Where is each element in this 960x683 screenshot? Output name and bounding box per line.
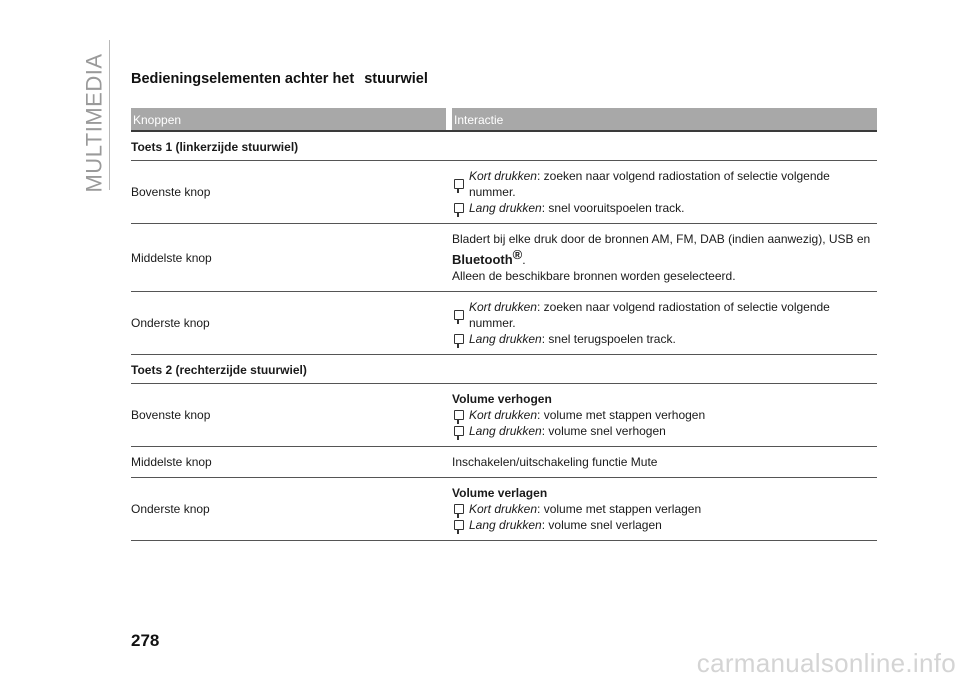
hand-press-icon (454, 410, 464, 420)
page-title-part2: stuurwiel (364, 71, 428, 87)
interaction-title: Volume verlagen (452, 486, 548, 500)
press-description: : volume met stappen verlagen (537, 502, 702, 516)
hand-press-icon (454, 179, 464, 189)
section-heading: Toets 1 (linkerzijde stuurwiel) (131, 132, 877, 161)
press-description: : volume snel verhogen (541, 424, 666, 438)
press-type: Lang drukken (469, 201, 542, 215)
hand-press-icon (454, 504, 464, 514)
table-row (131, 478, 877, 541)
button-cell: Bovenste knop (131, 185, 211, 199)
hand-press-icon (454, 334, 464, 344)
table-row (131, 292, 877, 355)
table-row (131, 447, 877, 478)
interaction-cell (452, 447, 877, 477)
section-side-label (82, 53, 108, 193)
interaction-line (452, 501, 877, 517)
button-cell: Onderste knop (131, 502, 210, 516)
bluetooth-label: Bluetooth (452, 252, 513, 267)
interaction-title: Volume verhogen (452, 392, 552, 406)
table-header (131, 108, 877, 130)
interaction-text: Inschakelen/uitschakeling functie Mute (452, 455, 658, 469)
page-title-part1: Bedieningselementen achter het (131, 71, 355, 87)
press-type: Kort drukken (468, 300, 537, 314)
button-cell: Bovenste knop (131, 408, 211, 422)
interaction-line (452, 407, 877, 423)
header-interaction: Interactie (452, 108, 877, 130)
interaction-bluetooth-line (452, 247, 877, 268)
press-description: : zoeken naar volgend radiostation of selectie volgende nummer. (468, 300, 830, 330)
interaction-line (452, 331, 877, 347)
press-description: : snel vooruitspoelen track. (541, 201, 685, 215)
hand-press-icon (454, 310, 464, 320)
controls-table (131, 108, 877, 541)
section-heading: Toets 2 (rechterzijde stuurwiel) (131, 355, 877, 384)
table-row (131, 161, 877, 224)
press-type: Lang drukken (469, 518, 542, 532)
registered-mark: ® (512, 247, 523, 262)
interaction-cell (452, 224, 877, 291)
press-description: : volume met stappen verhogen (537, 408, 706, 422)
table-row (131, 224, 877, 292)
side-divider (109, 40, 110, 190)
press-type: Kort drukken (468, 169, 537, 183)
press-description: : snel terugspoelen track. (541, 332, 676, 346)
table-row (131, 384, 877, 447)
button-cell: Middelste knop (131, 455, 212, 469)
interaction-text: Alleen de beschikbare bronnen worden geselecteerd. (452, 269, 736, 283)
section-side-label-text: MULTIMEDIA (82, 53, 108, 193)
period: . (522, 253, 526, 267)
interaction-line (452, 299, 877, 331)
interaction-line (452, 200, 877, 216)
interaction-line (452, 517, 877, 533)
press-description: : volume snel verlagen (541, 518, 662, 532)
press-type: Lang drukken (469, 424, 542, 438)
press-description: : zoeken naar volgend radiostation of selectie volgende nummer. (468, 169, 830, 199)
page-number: 278 (131, 631, 160, 650)
interaction-line (452, 168, 877, 200)
page-title (131, 71, 428, 87)
hand-press-icon (454, 520, 464, 530)
interaction-line (452, 423, 877, 439)
hand-press-icon (454, 203, 464, 213)
interaction-cell (452, 478, 877, 540)
button-cell: Middelste knop (131, 250, 212, 265)
button-cell: Onderste knop (131, 316, 210, 330)
watermark: carmanualsonline.info (696, 648, 956, 678)
press-type: Kort drukken (469, 408, 538, 422)
interaction-cell (452, 292, 877, 354)
header-buttons: Knoppen (131, 108, 446, 130)
press-type: Kort drukken (469, 502, 538, 516)
interaction-cell (452, 161, 877, 223)
interaction-cell (452, 384, 877, 446)
press-type: Lang drukken (469, 332, 542, 346)
hand-press-icon (454, 426, 464, 436)
interaction-text: Bladert bij elke druk door de bronnen AM, FM, DAB (indien aanwezig), USB en (452, 232, 871, 246)
